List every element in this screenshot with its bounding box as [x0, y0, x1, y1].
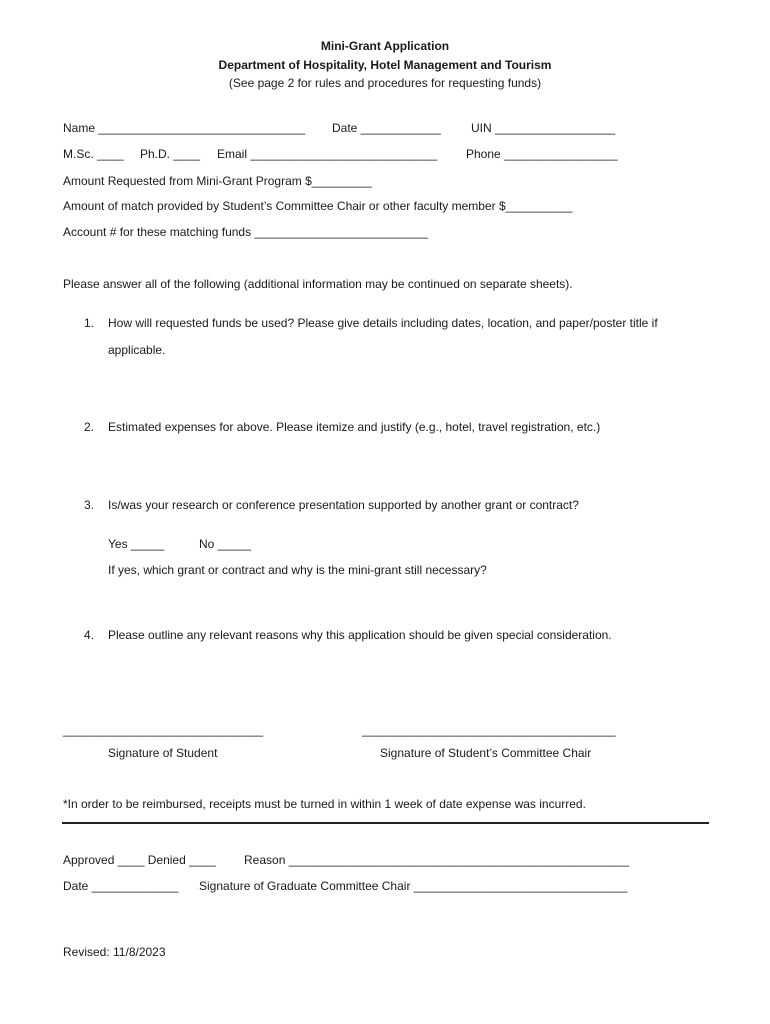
student-signature-line[interactable]: ______________________________ [63, 723, 264, 737]
msc-field[interactable]: M.Sc. ____ [63, 147, 124, 161]
question-1-text-cont: applicable. [108, 343, 166, 357]
question-number: 1. [84, 316, 95, 330]
account-field[interactable]: Account # for these matching funds __________________________ [63, 225, 428, 239]
question-2-text: Estimated expenses for above. Please itemize and justify (e.g., hotel, travel registration, etc.) [108, 420, 601, 434]
phd-field[interactable]: Ph.D. ____ [140, 147, 201, 161]
approved-denied-field[interactable]: Approved ____ Denied ____ [63, 853, 216, 867]
section-divider [62, 822, 709, 824]
department-name: Department of Hospitality, Hotel Management and Tourism [218, 58, 552, 72]
rules-note: (See page 2 for rules and procedures for requesting funds) [228, 76, 542, 90]
amount-requested-field[interactable]: Amount Requested from Mini-Grant Program $_________ [63, 174, 372, 188]
chair-signature-line[interactable]: ______________________________________ [362, 723, 616, 737]
reason-field[interactable]: Reason ___________________________________________________ [244, 853, 630, 867]
chair-signature-label: Signature of Student’s Committee Chair [380, 746, 592, 760]
grad-chair-signature-field[interactable]: Signature of Graduate Committee Chair ________________________________ [199, 879, 628, 893]
name-field[interactable]: Name _______________________________ [63, 121, 306, 135]
amount-match-field[interactable]: Amount of match provided by Student’s Committee Chair or other faculty member $__________ [63, 199, 573, 213]
question-number: 4. [84, 628, 95, 642]
revised-date: Revised: 11/8/2023 [63, 945, 166, 959]
question-4-text: Please outline any relevant reasons why this application should be given special consideration. [108, 628, 612, 642]
question-number: 3. [84, 498, 95, 512]
uin-field[interactable]: UIN __________________ [471, 121, 616, 135]
office-date-field[interactable]: Date _____________ [63, 879, 179, 893]
question-1-text: How will requested funds be used? Please give details including dates, location, and paper/poster title if [108, 316, 658, 330]
date-field[interactable]: Date ____________ [332, 121, 441, 135]
instructions: Please answer all of the following (additional information may be continued on separate sheets). [63, 277, 573, 291]
no-field[interactable]: No _____ [199, 537, 252, 551]
question-3-text: Is/was your research or conference presentation supported by another grant or contract? [108, 498, 579, 512]
student-signature-label: Signature of Student [108, 746, 218, 760]
yes-field[interactable]: Yes _____ [108, 537, 165, 551]
question-3-followup: If yes, which grant or contract and why is the mini-grant still necessary? [108, 563, 487, 577]
form-title: Mini-Grant Application [320, 39, 450, 53]
question-number: 2. [84, 420, 95, 434]
reimbursement-note: *In order to be reimbursed, receipts must be turned in within 1 week of date expense was incurred. [63, 797, 586, 811]
phone-field[interactable]: Phone _________________ [466, 147, 618, 161]
email-field[interactable]: Email ____________________________ [217, 147, 438, 161]
